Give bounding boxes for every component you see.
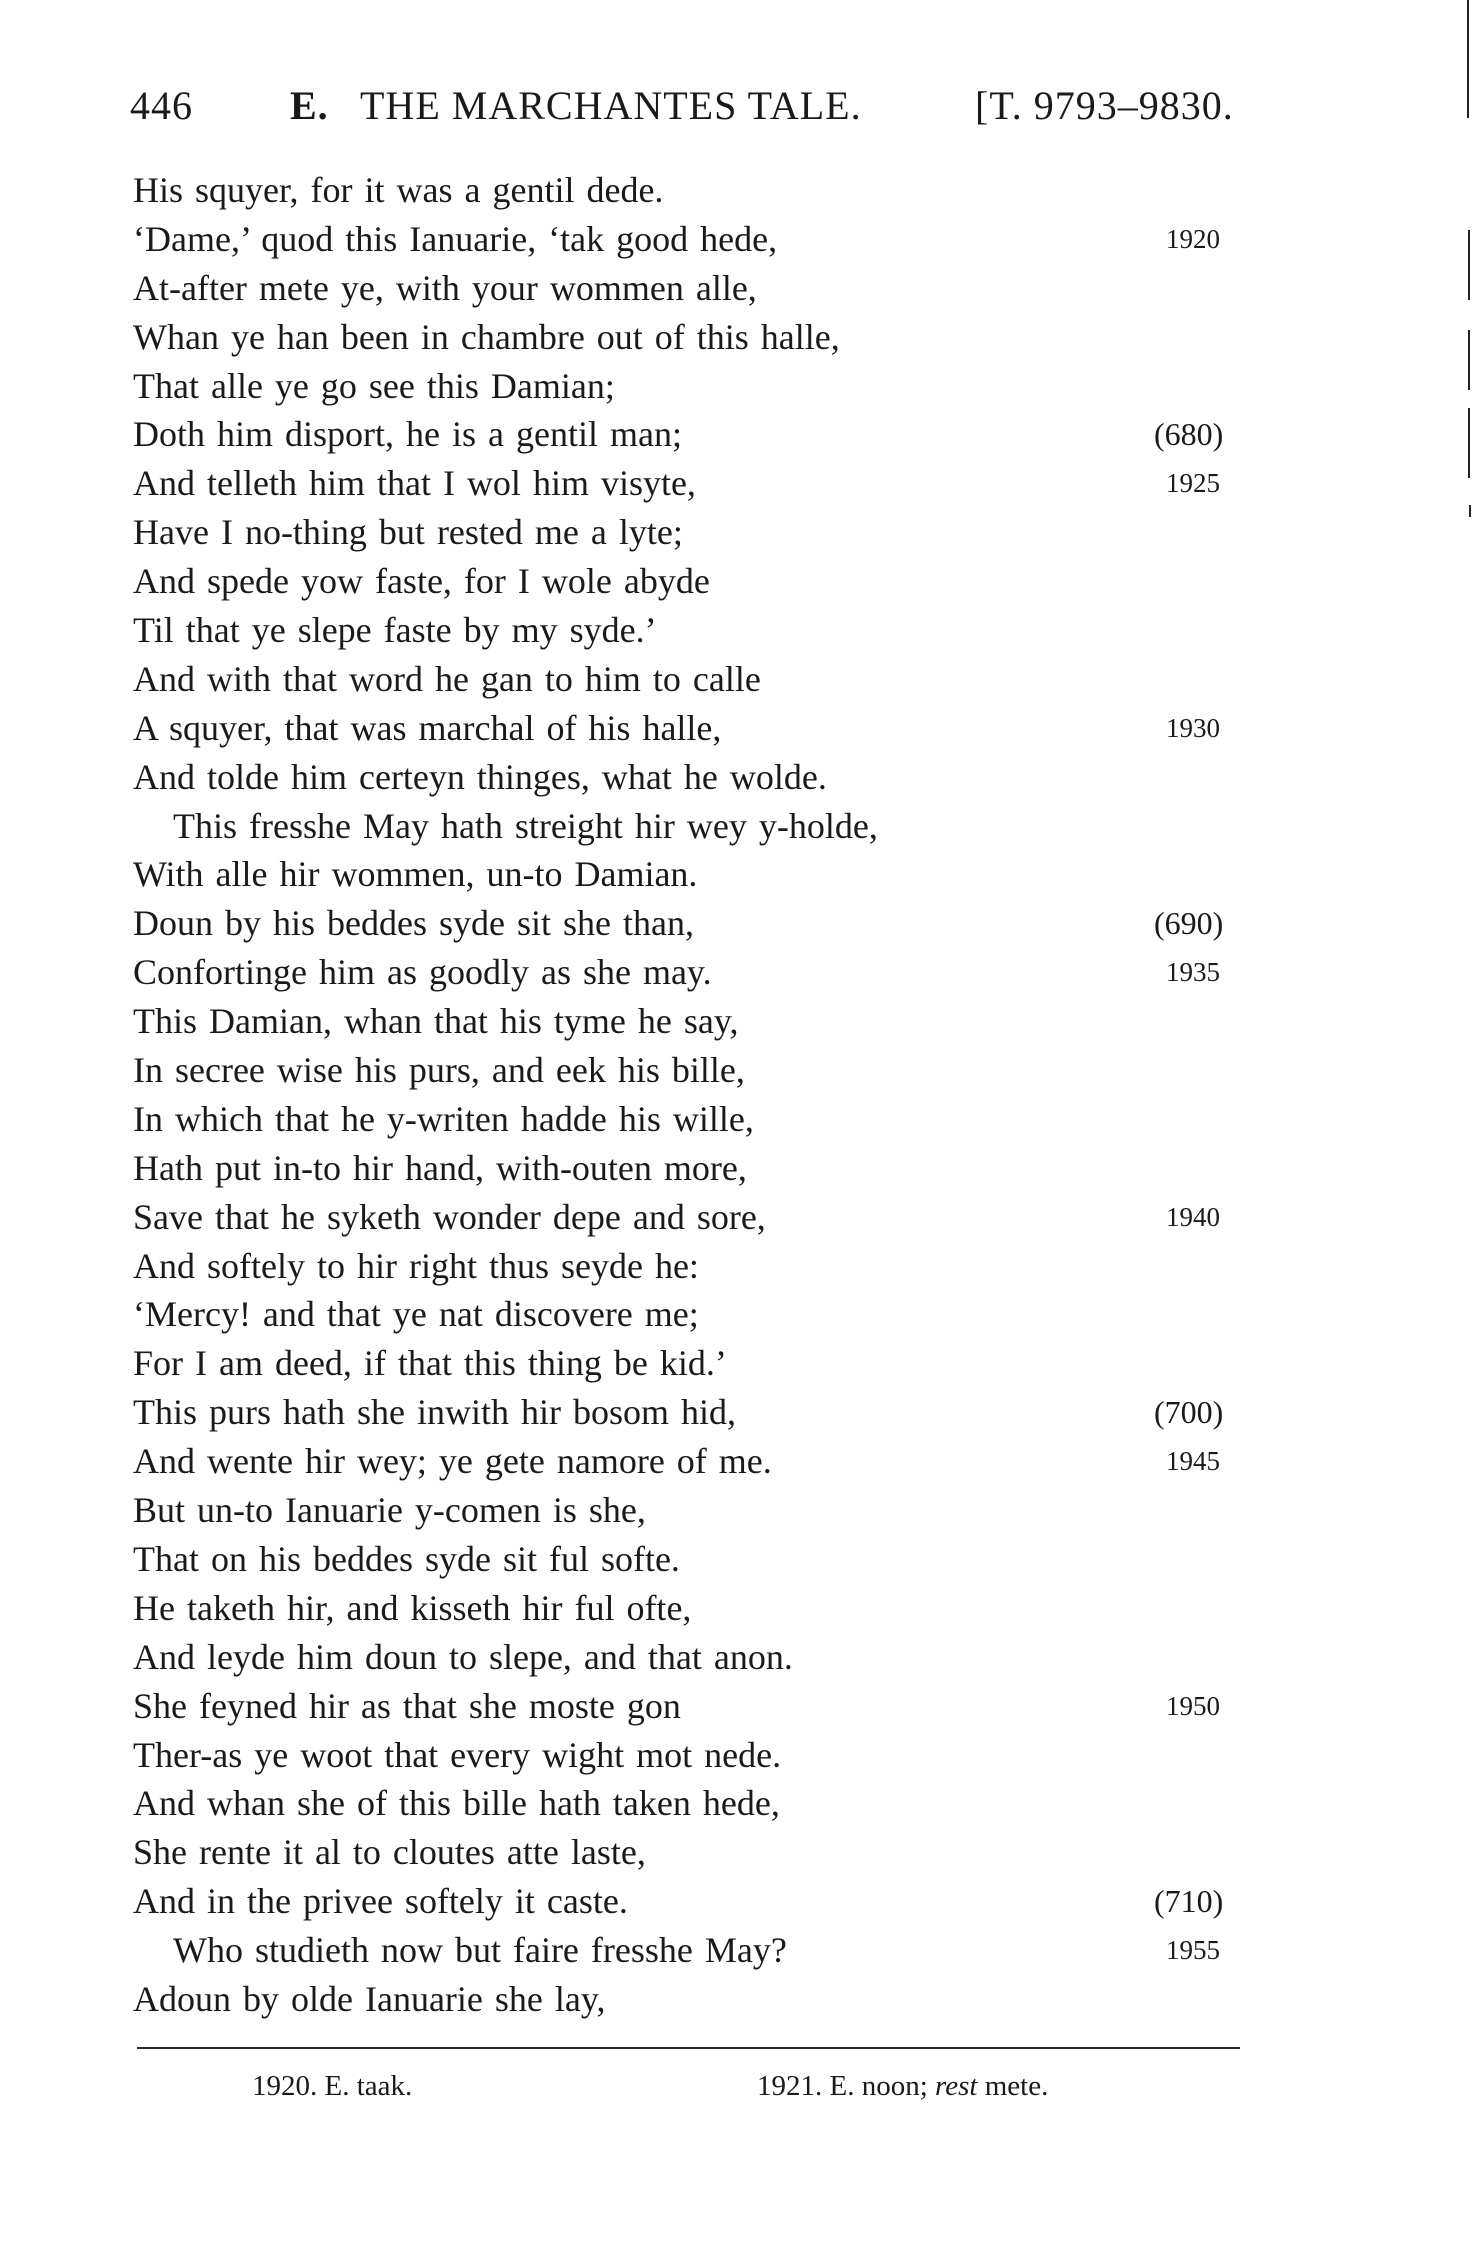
verse-text: But un-to Ianuarie y-comen is she, (133, 1490, 646, 1531)
verse-line (0, 753, 1483, 802)
footnote-text: mete. (977, 2070, 1049, 2102)
scan-edge-mark (1468, 408, 1470, 478)
verse-line (0, 997, 1483, 1046)
verse-line (0, 1437, 1483, 1486)
line-number: (710) (1154, 1883, 1224, 1920)
verse-line (0, 557, 1483, 606)
scan-edge-mark (1467, 0, 1469, 118)
verse-line (0, 1388, 1483, 1437)
footnote (757, 2070, 1048, 2103)
line-number: 1955 (1166, 1935, 1220, 1966)
line-number: (700) (1154, 1394, 1224, 1431)
line-range: [T. 9793–9830. (975, 83, 1234, 128)
verse-text: Who studieth now but faire fresshe May? (173, 1930, 787, 1971)
footnote-divider (137, 2047, 1240, 2049)
verse-text: And whan she of this bille hath taken hede, (133, 1783, 780, 1824)
verse-text: He taketh hir, and kisseth hir ful ofte, (133, 1587, 692, 1628)
verse-line (0, 606, 1483, 655)
verse-line (0, 704, 1483, 753)
verse-line (0, 1095, 1483, 1144)
verse-line (0, 655, 1483, 704)
page-number: 446 (130, 83, 193, 128)
footnote-italic: rest (935, 2070, 978, 2102)
verse-text: Save that he syketh wonder depe and sore, (133, 1196, 766, 1237)
verse-line (0, 802, 1483, 851)
verse-line (0, 1633, 1483, 1682)
verse-text: In secree wise his purs, and eek his bille, (133, 1050, 745, 1091)
verse-text: Confortinge him as goodly as she may. (133, 952, 712, 993)
scan-edge-mark (1469, 505, 1471, 517)
line-number: 1935 (1166, 957, 1220, 988)
scan-edge-mark (1468, 330, 1470, 390)
verse-line (0, 1339, 1483, 1388)
verse-text: A squyer, that was marchal of his halle, (133, 707, 722, 748)
verse-text: And with that word he gan to him to calle (133, 658, 761, 699)
verse-text: And telleth him that I wol him visyte, (133, 463, 696, 504)
verse-text: Hath put in-to hir hand, with-outen more, (133, 1147, 747, 1188)
section-letter: E. (290, 83, 329, 128)
line-number: 1945 (1166, 1446, 1220, 1477)
verse-line (0, 948, 1483, 997)
verse-line (0, 362, 1483, 411)
verse-line (0, 1731, 1483, 1780)
verse-text: That alle ye go see this Damian; (133, 365, 615, 406)
line-number: 1930 (1166, 712, 1220, 743)
verse-line (0, 1682, 1483, 1731)
verse-text: His squyer, for it was a gentil dede. (133, 170, 664, 210)
verse-text: Til that ye slepe faste by my syde.’ (133, 610, 657, 651)
page-title: THE MARCHANTES TALE. (360, 83, 862, 128)
verse-text: This Damian, whan that his tyme he say, (133, 1001, 739, 1042)
verse-text: She feyned hir as that she moste gon (133, 1685, 681, 1726)
verse-text: Whan ye han been in chambre out of this halle, (133, 316, 840, 357)
verse-text: For I am deed, if that this thing be kid.’ (133, 1343, 727, 1384)
verse-text: With alle hir wommen, un-to Damian. (133, 854, 698, 895)
verse-line (0, 1486, 1483, 1535)
verse-text: And in the privee softely it caste. (133, 1881, 628, 1922)
verse-text: ‘Mercy! and that ye nat discovere me; (133, 1294, 699, 1335)
verse-line (0, 1535, 1483, 1584)
verse-line (0, 459, 1483, 508)
verse-line (0, 1193, 1483, 1242)
line-number: 1950 (1166, 1690, 1220, 1721)
verse-line (0, 313, 1483, 362)
verse-line (0, 264, 1483, 313)
verse-line (0, 1290, 1483, 1339)
verse-text: And softely to hir right thus seyde he: (133, 1245, 699, 1286)
verse-text: At-after mete ye, with your wommen alle, (133, 267, 757, 308)
verse-line (0, 1144, 1483, 1193)
verse-line (0, 1242, 1483, 1291)
verse-line (0, 899, 1483, 948)
footnote: 1920. E. taak. (252, 2070, 413, 2102)
verse-text: And spede yow faste, for I wole abyde (133, 561, 710, 602)
poem-body (0, 166, 1483, 2024)
running-header (130, 82, 1240, 142)
verse-line (0, 410, 1483, 459)
verse-text: This purs hath she inwith hir bosom hid, (133, 1392, 736, 1433)
verse-text: And wente hir wey; ye gete namore of me. (133, 1441, 772, 1482)
verse-line (0, 166, 1483, 215)
verse-text: She rente it al to cloutes atte laste, (133, 1832, 646, 1873)
verse-text: And leyde him doun to slepe, and that anon. (133, 1636, 793, 1677)
verse-line (0, 850, 1483, 899)
verse-line (0, 1975, 1483, 2024)
verse-line (0, 1877, 1483, 1926)
verse-text: Ther-as ye woot that every wight mot nede. (133, 1734, 782, 1775)
verse-line (0, 1046, 1483, 1095)
line-number: 1920 (1166, 223, 1220, 254)
verse-text: Have I no-thing but rested me a lyte; (133, 512, 683, 553)
line-number: (690) (1154, 905, 1224, 942)
line-number: (680) (1154, 416, 1224, 453)
verse-line (0, 1828, 1483, 1877)
verse-text: Adoun by olde Ianuarie she lay, (133, 1978, 606, 2019)
verse-text: This fresshe May hath streight hir wey y-holde, (173, 805, 878, 846)
footnotes (0, 2070, 1483, 2120)
verse-line (0, 508, 1483, 557)
verse-line (0, 215, 1483, 264)
verse-text: Doun by his beddes syde sit she than, (133, 903, 694, 944)
footnote-text: 1921. E. noon; (757, 2070, 936, 2102)
scan-edge-mark (1468, 230, 1470, 300)
verse-line (0, 1779, 1483, 1828)
verse-text: Doth him disport, he is a gentil man; (133, 414, 682, 455)
line-number: 1940 (1166, 1201, 1220, 1232)
verse-text: That on his beddes syde sit ful softe. (133, 1538, 680, 1579)
line-number: 1925 (1166, 468, 1220, 499)
verse-line (0, 1926, 1483, 1975)
verse-text: ‘Dame,’ quod this Ianuarie, ‘tak good hede, (133, 218, 778, 259)
verse-line (0, 1584, 1483, 1633)
verse-text: And tolde him certeyn thinges, what he wolde. (133, 756, 827, 797)
verse-text: In which that he y-writen hadde his wille, (133, 1098, 754, 1139)
